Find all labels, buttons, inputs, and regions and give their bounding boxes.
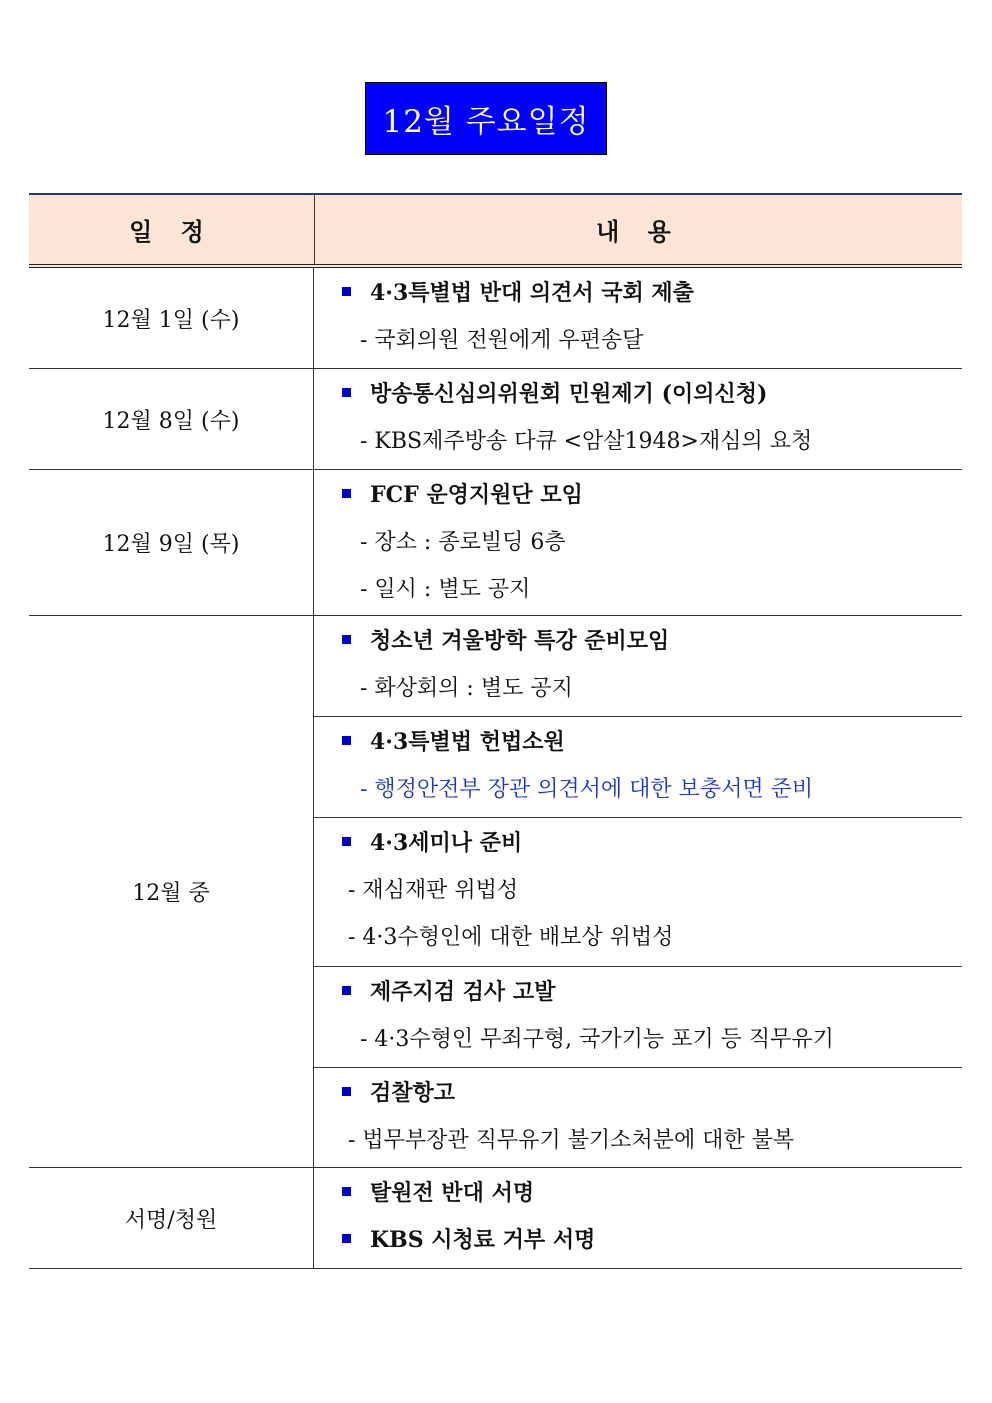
bullet-square-icon	[342, 489, 351, 498]
list-item	[314, 369, 962, 469]
item-title: 제주지검 검사 고발	[370, 979, 556, 1005]
bullet-square-icon	[342, 388, 351, 397]
item-title: KBS 시청료 거부 서명	[370, 1227, 596, 1253]
row-date: 12월 9일 (목)	[29, 470, 314, 615]
header-content: 내 용	[596, 217, 681, 246]
list-item	[314, 817, 962, 966]
item-title: 방송통신심의위원회 민원제기 (이의신청)	[370, 381, 768, 407]
list-item	[314, 616, 962, 716]
item-title: 탈원전 반대 서명	[370, 1180, 535, 1206]
table-header	[29, 193, 962, 268]
bullet-square-icon	[342, 986, 351, 995]
item-title: 4·3세미나 준비	[370, 830, 523, 856]
table-row	[29, 369, 962, 470]
item-title: 검찰항고	[370, 1080, 456, 1106]
item-title: FCF 운영지원단 모임	[370, 482, 583, 508]
item-detail: - KBS제주방송 다큐 <암살1948>재심의 요청	[360, 429, 813, 454]
item-title: 4·3특별법 반대 의견서 국회 제출	[370, 280, 694, 306]
item-detail: - 4·3수형인 무죄구형, 국가기능 포기 등 직무유기	[360, 1027, 834, 1052]
item-detail: - 4·3수형인에 대한 배보상 위법성	[348, 925, 674, 950]
item-detail: - 화상회의 : 별도 공지	[360, 676, 573, 701]
table-row	[29, 1168, 962, 1269]
table-row	[29, 268, 962, 369]
item-title: 4·3특별법 헌법소원	[370, 729, 565, 755]
bullet-square-icon	[342, 1234, 351, 1243]
header-schedule: 일 정	[29, 195, 315, 264]
row-date: 12월 1일 (수)	[29, 268, 314, 368]
bullet-square-icon	[342, 287, 351, 296]
schedule-table	[29, 193, 962, 1269]
item-detail: - 일시 : 별도 공지	[360, 577, 531, 602]
list-item	[314, 716, 962, 817]
item-title: 청소년 겨울방학 특강 준비모임	[370, 628, 670, 654]
list-item	[314, 966, 962, 1067]
table-row	[29, 616, 962, 1168]
bullet-square-icon	[342, 837, 351, 846]
item-detail: - 국회의원 전원에게 우편송달	[360, 328, 644, 353]
item-detail: - 행정안전부 장관 의견서에 대한 보충서면 준비	[360, 777, 814, 802]
list-item	[314, 1067, 962, 1168]
bullet-square-icon	[342, 1187, 351, 1196]
list-item	[314, 268, 962, 368]
list-item	[314, 1168, 962, 1268]
item-detail: - 재심재판 위법성	[348, 878, 519, 903]
row-date: 서명/청원	[29, 1168, 314, 1268]
row-date: 12월 중	[29, 616, 314, 1167]
row-date: 12월 8일 (수)	[29, 369, 314, 469]
bullet-square-icon	[342, 1087, 351, 1096]
bullet-square-icon	[342, 635, 351, 644]
table-row	[29, 470, 962, 616]
item-detail: - 장소 : 종로빌딩 6층	[360, 530, 566, 555]
bullet-square-icon	[342, 736, 351, 745]
list-item	[314, 470, 962, 615]
page-title: 12월 주요일정	[365, 82, 607, 155]
item-detail: - 법무부장관 직무유기 불기소처분에 대한 불복	[348, 1128, 795, 1153]
